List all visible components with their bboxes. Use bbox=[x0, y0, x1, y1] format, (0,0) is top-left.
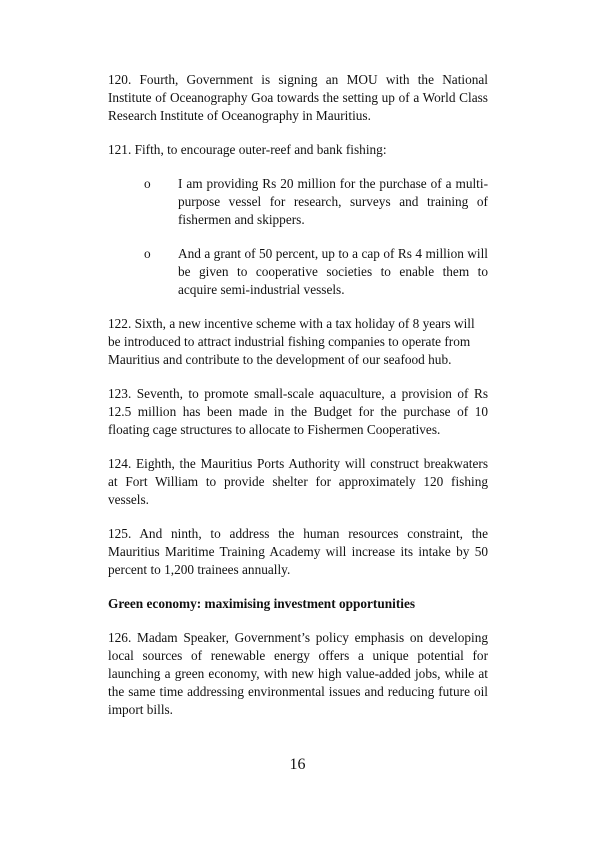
paragraph-125: 125. And ninth, to address the human resources constraint, the Mauritius Maritime Training Academy will increase its intake by 50 percent to 1,200 trainees annually. bbox=[108, 526, 488, 577]
paragraph-124: 124. Eighth, the Mauritius Ports Authority will construct breakwaters at Fort William to provide shelter for approximately 120 fishing vessels. bbox=[108, 456, 488, 507]
section-heading: Green economy: maximising investment opportunities bbox=[108, 596, 416, 611]
page-content bbox=[108, 71, 488, 735]
bullet-marker: o bbox=[144, 246, 151, 261]
page-number: 16 bbox=[289, 756, 306, 773]
paragraph-120: 120. Fourth, Government is signing an MOU with the National Institute of Oceanography Goa towards the setting up of a World Class Research Institute of Oceanography in Mauritius. bbox=[108, 72, 488, 123]
bullet-item bbox=[108, 175, 488, 229]
bullet-text: And a grant of 50 percent, up to a cap of Rs 4 million will be given to cooperative societies to enable them to acquire semi-industrial vessels. bbox=[178, 246, 488, 297]
paragraph-123: 123. Seventh, to promote small-scale aquaculture, a provision of Rs 12.5 million has been made in the Budget for the purchase of 10 floating cage structures to allocate to Fishermen Cooperatives. bbox=[108, 386, 488, 437]
paragraph-121: 121. Fifth, to encourage outer-reef and bank fishing: bbox=[108, 142, 387, 157]
bullet-marker: o bbox=[144, 176, 151, 191]
bullet-item bbox=[108, 245, 488, 299]
paragraph-126: 126. Madam Speaker, Government’s policy emphasis on developing local sources of renewable energy offers a unique potential for launching a green economy, with new high value-added jobs, while at the same time addressing environmental issues and reducing future oil import bills. bbox=[108, 630, 488, 717]
bullet-text: I am providing Rs 20 million for the purchase of a multi-purpose vessel for research, surveys and training of fishermen and skippers. bbox=[178, 176, 488, 227]
paragraph-122: 122. Sixth, a new incentive scheme with a tax holiday of 8 years will be introduced to attract industrial fishing companies to operate from Mauritius and contribute to the development of our seafood hub. bbox=[108, 316, 475, 367]
